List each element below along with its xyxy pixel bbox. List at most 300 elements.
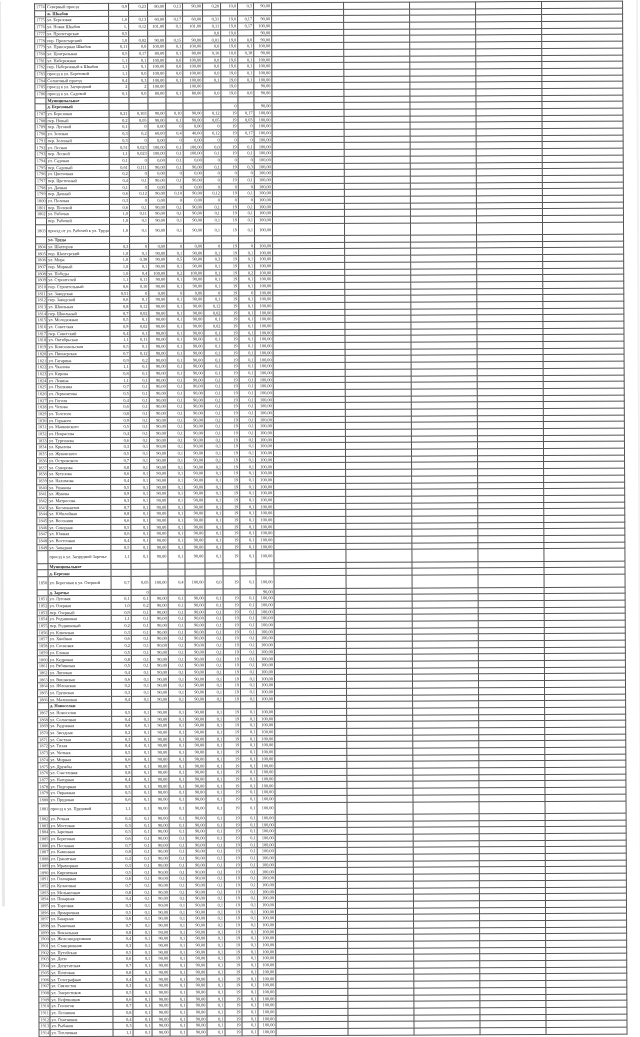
value-cell: 0,00 <box>183 157 203 164</box>
value-cell: 19 <box>224 882 241 889</box>
value-cell: 90,00 <box>186 722 206 729</box>
value-cell: 100,00 <box>255 256 273 263</box>
value-cell: 1,1 <box>109 70 129 77</box>
value-cell: 19 <box>223 550 240 562</box>
row-number: 1808 <box>37 270 46 276</box>
value-cell: 90,00 <box>186 782 206 789</box>
value-cell: 0,3 <box>109 197 129 204</box>
value-cell: 0,13 <box>129 17 148 24</box>
empty-cell <box>346 575 412 588</box>
road-name: д. Заречье <box>48 589 111 596</box>
road-name: д. Березовый <box>46 104 109 111</box>
value-cell: 0,8 <box>111 656 131 663</box>
road-name: ул. Пионерская <box>47 350 110 357</box>
row-number: 1818 <box>37 337 47 343</box>
empty-cell <box>478 575 544 588</box>
value-cell: 0,1 <box>205 470 223 477</box>
value-cell: 1,1 <box>113 1029 133 1036</box>
row-number: 1848 <box>38 538 47 544</box>
value-cell: 0,1 <box>207 1022 225 1029</box>
value-cell: 0,1 <box>168 497 185 504</box>
row-number: 1798 <box>36 184 46 190</box>
value-cell: 10,0 <box>221 3 238 10</box>
value-cell: 19 <box>223 544 240 551</box>
road-name: проезд к ул. Прудовой <box>49 803 112 816</box>
value-cell: 0,1 <box>166 210 183 217</box>
value-cell: 100,00 <box>257 762 275 769</box>
row-number: 1881 <box>38 803 49 815</box>
value-cell: 0,1 <box>206 875 224 882</box>
road-name: пер. Набережный к Шкабов <box>46 64 109 71</box>
value-cell: 0,1 <box>207 922 225 929</box>
value-cell: 0,4 <box>111 477 131 484</box>
value-cell: 0,1 <box>240 543 256 550</box>
value-cell: 19 <box>224 776 241 783</box>
value-cell: 100,00 <box>256 550 274 562</box>
road-name: ул. Речная <box>49 815 112 822</box>
value-cell: 0,1 <box>132 889 151 896</box>
value-cell: 90,00 <box>185 477 205 484</box>
value-cell: 19 <box>225 962 242 969</box>
value-cell: 0,1 <box>207 1029 225 1036</box>
value-cell: 0,1 <box>168 629 185 636</box>
value-cell: 1,1 <box>109 57 129 64</box>
road-name: ул. Базарная <box>50 916 113 923</box>
value-cell: 0,1 <box>203 150 221 157</box>
value-cell: 0,03 <box>238 116 254 123</box>
value-cell: 0,5 <box>110 450 130 457</box>
row-number: 1873 <box>39 750 48 756</box>
row-number: 1784 <box>36 77 45 83</box>
value-cell: 0,1 <box>238 56 254 63</box>
value-cell: 0,1 <box>167 357 184 364</box>
value-cell: 19 <box>224 875 241 882</box>
value-cell: 100,00 <box>255 376 273 383</box>
road-name: ул. Рабочая <box>46 211 109 218</box>
value-cell: 90,00 <box>185 669 205 676</box>
road-name: ул. Почтовая <box>50 969 113 976</box>
value-cell: 0,1 <box>241 855 257 862</box>
value-cell: 0,6 <box>110 283 130 290</box>
value-cell: 0 <box>166 137 183 144</box>
value-cell: 90,00 <box>152 942 170 949</box>
value-cell: 0,1 <box>241 841 257 848</box>
value-cell: 90,00 <box>148 177 166 184</box>
value-cell: 0,7 <box>110 350 130 357</box>
row-number: 1830 <box>37 417 47 423</box>
value-cell: 19 <box>222 350 239 357</box>
empty-cell <box>347 802 413 815</box>
value-cell: 90,00 <box>183 177 203 184</box>
value-cell: 0,1 <box>205 662 223 669</box>
road-name: ул. Садовая <box>46 157 109 164</box>
value-cell: 100,00 <box>255 296 273 303</box>
empty-cell <box>413 801 479 814</box>
value-cell: 100,00 <box>254 63 272 70</box>
value-cell: 0,1 <box>242 1029 258 1036</box>
value-cell: 0,1 <box>239 376 255 383</box>
value-cell: 0,8 <box>113 929 133 936</box>
value-cell: 0,4 <box>112 716 132 723</box>
value-cell: 0,1 <box>242 1015 258 1022</box>
value-cell: 0,1 <box>170 915 187 922</box>
value-cell: 90,00 <box>149 276 167 283</box>
value-cell: 0 <box>204 243 222 250</box>
road-name: ул. Строителей <box>47 277 110 284</box>
value-cell: 100,00 <box>256 668 274 675</box>
value-cell: 0,1 <box>207 982 225 989</box>
road-name: ул. Приозерная Шкабов <box>46 44 109 51</box>
value-cell: 100,00 <box>257 835 275 842</box>
value-cell: 90,00 <box>150 629 168 636</box>
value-cell: 0,5 <box>110 390 130 397</box>
row-number: 1776 <box>36 24 45 30</box>
road-name: ул. Матросова <box>48 497 111 504</box>
value-cell: 90,00 <box>186 902 206 909</box>
value-cell: 1,1 <box>109 150 129 157</box>
value-cell: 0 <box>203 197 221 204</box>
row-number: 1775 <box>36 17 45 23</box>
value-cell: 0,1 <box>205 655 223 662</box>
value-cell: 0,1 <box>204 450 222 457</box>
value-cell: 0,1 <box>169 709 186 716</box>
row-number: 1820 <box>37 351 47 357</box>
road-name: пер. Пролетарский <box>46 37 109 44</box>
value-cell: 0,1 <box>168 510 185 517</box>
value-cell: 0,00 <box>184 243 204 250</box>
value-cell: 0,10 <box>203 50 221 57</box>
empty-cell <box>544 574 625 587</box>
value-cell: 100,00 <box>256 602 274 609</box>
value-cell: 0,1 <box>169 862 186 869</box>
value-cell: 0,11 <box>129 211 148 218</box>
road-name: Солнечный проезд <box>46 77 109 84</box>
value-cell: 100,00 <box>255 303 273 310</box>
value-cell: 0,00 <box>148 124 166 131</box>
value-cell: 0,1 <box>239 436 255 443</box>
value-cell: 0,1 <box>239 390 255 397</box>
row-number: 1779 <box>36 44 45 50</box>
value-cell: 0,1 <box>205 669 223 676</box>
value-cell: 90,00 <box>152 1009 170 1016</box>
value-cell: 0,1 <box>131 676 150 683</box>
value-cell: 90,00 <box>151 803 169 815</box>
value-cell: 0,1 <box>206 796 224 803</box>
row-number: 1841 <box>38 491 47 497</box>
value-cell: 0,1 <box>169 722 186 729</box>
value-cell: 90,00 <box>152 915 170 922</box>
value-cell: 90,00 <box>186 696 206 703</box>
value-cell: 90,00 <box>150 497 168 504</box>
value-cell: 0,1 <box>132 909 151 916</box>
value-cell: 100,00 <box>256 470 274 477</box>
value-cell: 0,38 <box>130 256 149 263</box>
scan-edge-left <box>0 1 5 906</box>
empty-cell <box>412 575 478 588</box>
value-cell: 0,1 <box>206 882 224 889</box>
value-cell: 0,1 <box>207 962 225 969</box>
value-cell: 0,1 <box>168 676 185 683</box>
value-cell: 0,1 <box>167 330 184 337</box>
value-cell: 0,8 <box>112 849 132 856</box>
value-cell: 0,6 <box>113 996 133 1003</box>
value-cell: 0,1 <box>203 76 221 83</box>
value-cell: 90,00 <box>150 662 168 669</box>
value-cell: 0,1 <box>130 437 149 444</box>
value-cell: 0,18 <box>238 50 254 57</box>
value-cell: 19 <box>223 537 240 544</box>
value-cell: 0,8 <box>110 370 130 377</box>
value-cell: 0,6 <box>112 796 132 803</box>
road-name: пер. Рабочий <box>46 217 109 224</box>
value-cell: 19 <box>225 942 242 949</box>
value-cell: 19 <box>222 343 239 350</box>
road-name: ул. Чкалова <box>47 364 110 371</box>
value-cell: 0,3 <box>111 629 131 636</box>
value-cell: 90,00 <box>152 976 170 983</box>
value-cell: 90,00 <box>152 1022 170 1029</box>
value-cell: 19 <box>222 403 239 410</box>
value-cell: 100,00 <box>256 490 274 497</box>
value-cell: 0,1 <box>166 150 183 157</box>
value-cell: 0,5 <box>113 989 133 996</box>
value-cell: 90,00 <box>184 430 204 437</box>
row-number: 1827 <box>37 397 47 403</box>
value-cell: 0,1 <box>131 531 150 538</box>
value-cell: 19,0 <box>221 83 238 90</box>
value-cell: 0,0 <box>166 70 183 77</box>
value-cell: 0,5 <box>111 649 131 656</box>
road-name: ул. Молодежная <box>47 317 110 324</box>
value-cell: 0,3 <box>129 77 148 84</box>
value-cell: 0,1 <box>238 190 254 197</box>
road-name: проезд к ул. Садовой <box>46 90 109 97</box>
road-name: проезд к ул. Загородной <box>46 84 109 91</box>
value-cell: 0,9 <box>110 323 130 330</box>
value-cell: 19 <box>225 1029 242 1036</box>
empty-cell <box>479 801 545 814</box>
value-cell: 19 <box>223 497 240 504</box>
value-cell: 100,00 <box>254 110 272 117</box>
value-cell: 90,00 <box>151 842 169 849</box>
value-cell: 0,5 <box>109 50 129 57</box>
value-cell: 19 <box>221 203 238 210</box>
value-cell: 90,00 <box>184 303 204 310</box>
road-name: ул. Ушакова <box>48 484 111 491</box>
row-number: 1901 <box>40 943 49 949</box>
row-number: 1883 <box>39 822 49 828</box>
value-cell: 0,1 <box>205 649 223 656</box>
value-cell: 0,1 <box>206 868 224 875</box>
row-number: 1870 <box>39 730 48 736</box>
value-cell: 0,1 <box>166 77 183 84</box>
value-cell: 100,00 <box>256 648 274 655</box>
value-cell: 0,3 <box>238 163 254 170</box>
value-cell: 0,0 <box>238 36 254 43</box>
row-number: 1812 <box>37 297 46 303</box>
value-cell: 1,1 <box>111 551 131 563</box>
value-cell: 0,1 <box>133 915 152 922</box>
value-cell: 100,00 <box>255 283 273 290</box>
value-cell: 0,1 <box>239 223 255 235</box>
value-cell: 90,00 <box>151 689 169 696</box>
row-number: 1887 <box>39 849 49 855</box>
value-cell: 0,1 <box>205 524 223 531</box>
value-cell: 0,00 <box>183 123 203 130</box>
value-cell: 90,00 <box>254 90 272 97</box>
value-cell: 90,00 <box>185 662 205 669</box>
value-cell: 0,1 <box>132 842 151 849</box>
value-cell: 90,00 <box>149 377 167 384</box>
value-cell: 0,1 <box>169 749 186 756</box>
value-cell: 90,00 <box>152 1029 170 1036</box>
road-name: ул. Грушевая <box>49 689 112 696</box>
value-cell: 0,1 <box>241 776 257 783</box>
value-cell: 0,1 <box>167 350 184 357</box>
row-number: 1856 <box>38 629 48 635</box>
value-cell: 19,0 <box>221 23 238 30</box>
road-name: ул. Горького <box>47 417 110 424</box>
value-cell: 0,1 <box>241 762 257 769</box>
value-cell: 90,00 <box>150 484 168 491</box>
value-cell: 19 <box>222 303 239 310</box>
value-cell: 0,1 <box>242 942 258 949</box>
value-cell: 0,3 <box>113 982 133 989</box>
road-name: проезд к ул. Береговой <box>46 70 109 77</box>
value-cell: 0,1 <box>111 596 131 603</box>
value-cell: 90,00 <box>149 224 167 236</box>
value-cell: 0,1 <box>205 635 223 642</box>
row-number: 1836 <box>38 458 47 464</box>
value-cell: 90,00 <box>149 323 167 330</box>
row-number: 1852 <box>38 603 48 609</box>
value-cell: 90,00 <box>184 276 204 283</box>
value-cell: 0,1 <box>204 443 222 450</box>
value-cell: 0 <box>203 177 221 184</box>
value-cell: 0,10 <box>166 110 183 117</box>
value-cell: 0,1 <box>167 263 184 270</box>
road-name: ул. Кирпичная <box>49 869 112 876</box>
value-cell: 100,00 <box>257 789 275 796</box>
value-cell: 0,1 <box>169 815 186 822</box>
value-cell: 90,00 <box>186 776 206 783</box>
empty-cell <box>344 223 410 236</box>
value-cell: 90,00 <box>151 756 169 763</box>
value-cell: 0,1 <box>203 163 221 170</box>
row-number: 1828 <box>37 404 47 410</box>
value-cell: 90,00 <box>150 530 168 537</box>
value-cell: 100,00 <box>257 735 275 742</box>
value-cell: 0,023 <box>129 144 148 151</box>
value-cell: 0,0 <box>203 70 221 77</box>
value-cell: 0,1 <box>132 829 151 836</box>
row-number: 1816 <box>37 324 47 330</box>
value-cell: 0,1 <box>133 1002 152 1009</box>
value-cell: 0,1 <box>205 544 223 551</box>
value-cell: 0,2 <box>112 682 132 689</box>
value-cell: 0,1 <box>205 675 223 682</box>
value-cell: 100,00 <box>185 576 205 588</box>
value-cell: 0,1 <box>240 483 256 490</box>
value-cell: 0,1 <box>167 390 184 397</box>
value-cell: 80,00 <box>148 90 166 97</box>
value-cell: 0,1 <box>240 523 256 530</box>
value-cell: 19 <box>224 821 241 828</box>
value-cell: 19 <box>221 217 238 224</box>
value-cell: 0,7 <box>112 882 132 889</box>
value-cell: 0,7 <box>111 504 131 511</box>
value-cell: 100,00 <box>183 63 203 70</box>
value-cell: 0,5 <box>109 30 129 37</box>
value-cell: 0,1 <box>167 323 184 330</box>
value-cell: 0,1 <box>207 942 225 949</box>
empty-cell <box>276 1028 348 1035</box>
value-cell: 0,1 <box>167 423 184 430</box>
value-cell: 0,1 <box>205 595 223 602</box>
value-cell: 100,00 <box>255 289 273 296</box>
value-cell: 0,1 <box>241 682 257 689</box>
value-cell: 0,1 <box>132 736 151 743</box>
value-cell: 0,4 <box>130 270 149 277</box>
value-cell: 90,00 <box>184 417 204 424</box>
value-cell: 0,5 <box>112 709 132 716</box>
value-cell: 90,00 <box>151 875 169 882</box>
value-cell: 90,00 <box>184 283 204 290</box>
value-cell: 0,2 <box>167 270 184 277</box>
road-name: ул. Береговая <box>49 835 112 842</box>
value-cell: 90,00 <box>149 423 167 430</box>
value-cell: 0,1 <box>240 457 256 464</box>
value-cell: 0,1 <box>168 649 185 656</box>
value-cell: 0,1 <box>132 862 151 869</box>
value-cell: 90,00 <box>184 224 204 236</box>
value-cell: 0,1 <box>206 776 224 783</box>
value-cell: 0,1 <box>241 902 257 909</box>
value-cell: 100,00 <box>254 43 272 50</box>
row-number: 1829 <box>37 411 47 417</box>
value-cell: 90,00 <box>186 769 206 776</box>
value-cell: 100,00 <box>254 210 272 217</box>
value-cell: 1,0 <box>109 211 129 218</box>
value-cell: 100,00 <box>255 242 273 249</box>
value-cell: 19 <box>224 722 241 729</box>
value-cell: 0,1 <box>168 642 185 649</box>
value-cell: 0,1 <box>170 922 187 929</box>
value-cell: 0,1 <box>132 763 151 770</box>
value-cell: 0,1 <box>131 511 150 518</box>
value-cell: 90,00 <box>186 789 206 796</box>
value-cell: 0 <box>238 197 254 204</box>
value-cell: 19 <box>222 276 239 283</box>
value-cell: 0,11 <box>130 276 149 283</box>
value-cell: 90,00 <box>187 1029 207 1036</box>
road-name: ул. Кузнечная <box>49 882 112 889</box>
value-cell: 100,00 <box>257 682 275 689</box>
value-cell: 90,00 <box>151 849 169 856</box>
value-cell: 19 <box>225 922 242 929</box>
value-cell: 101,00 <box>183 23 203 30</box>
value-cell: 0,1 <box>242 982 258 989</box>
value-cell: 90,00 <box>187 935 207 942</box>
row-number: 1844 <box>38 511 47 517</box>
value-cell: 0,0 <box>203 63 221 70</box>
value-cell: 100,00 <box>256 675 274 682</box>
value-cell: 100,00 <box>257 908 275 915</box>
value-cell: 90,00 <box>149 430 167 437</box>
value-cell: 100,00 <box>258 942 276 949</box>
value-cell: 0,23 <box>129 3 148 10</box>
value-cell: 100,00 <box>258 1015 276 1022</box>
